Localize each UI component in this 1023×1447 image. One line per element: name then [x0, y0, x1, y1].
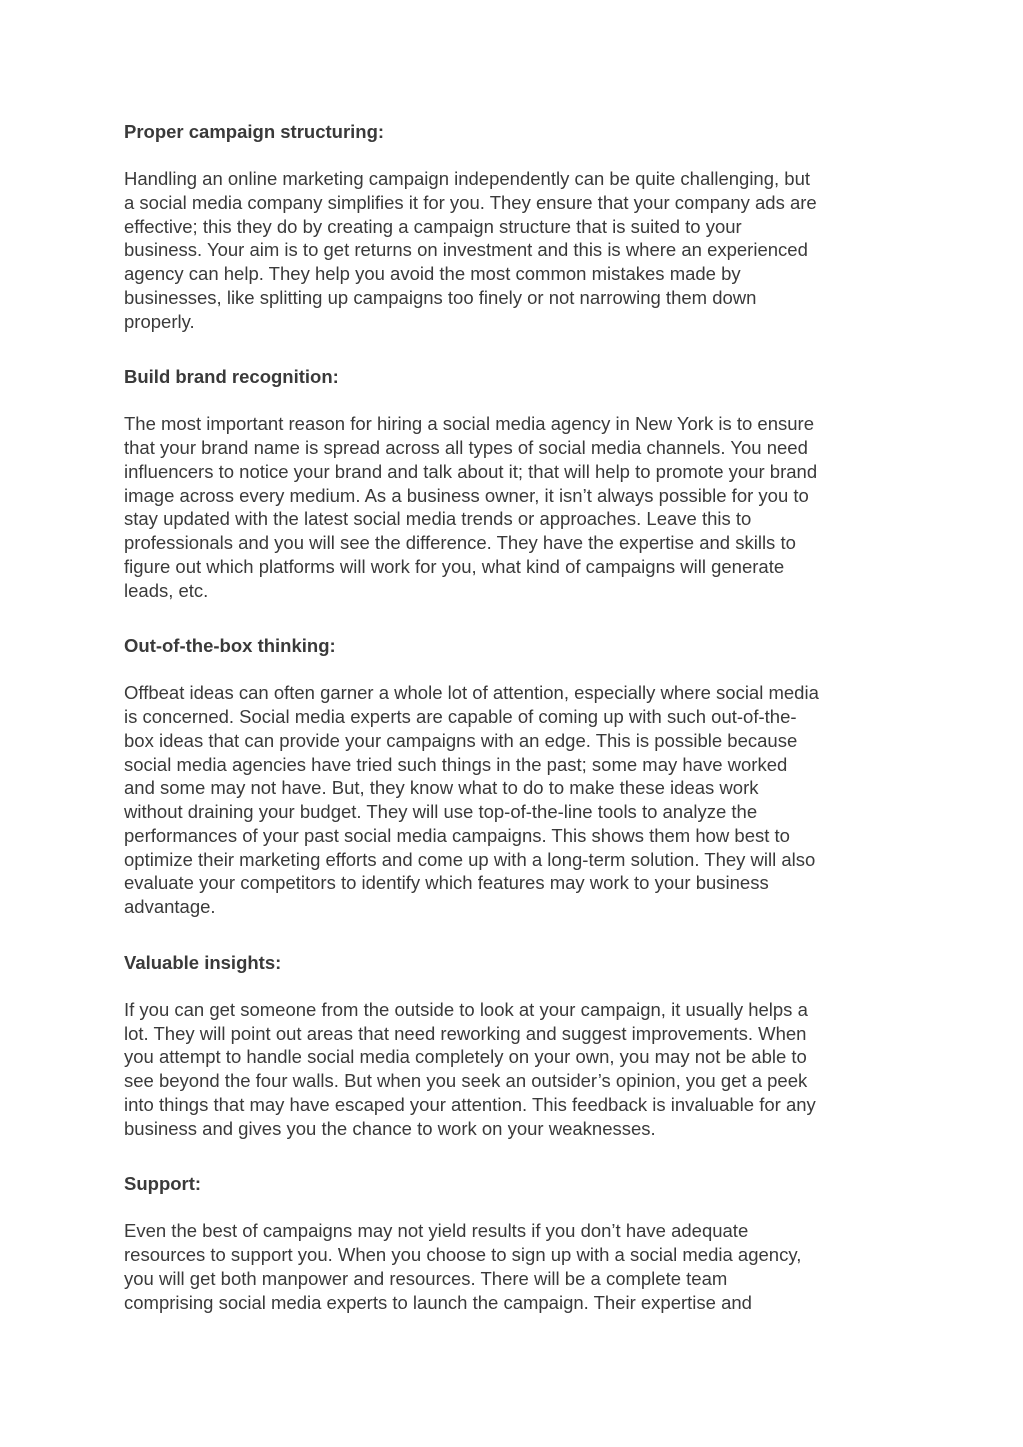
paragraph-line: influencers to notice your brand and talk about it; that will help to promote your brand: [124, 460, 818, 482]
section-heading: Out-of-the-box thinking:: [124, 635, 336, 657]
document-page: [124, 120, 914, 1346]
paragraph-line: figure out which platforms will work for you, what kind of campaigns will generate: [124, 555, 785, 577]
paragraph-line: agency can help. They help you avoid the most common mistakes made by: [124, 263, 741, 284]
paragraph-line: effective; this they do by creating a campaign structure that is suited to your: [124, 215, 742, 237]
paragraph-line: image across every medium. As a business owner, it isn’t always possible for you to: [124, 484, 809, 506]
section-heading: Valuable insights:: [124, 951, 282, 973]
paragraph-line: resources to support you. When you choose to sign up with a social media agency,: [124, 1244, 802, 1265]
paragraph-line: is concerned. Social media experts are capable of coming up with such out-of-the-: [124, 706, 797, 727]
paragraph-line: If you can get someone from the outside to look at your campaign, it usually helps a: [124, 998, 808, 1020]
paragraph-line: box ideas that can provide your campaigns with an edge. This is possible because: [124, 729, 798, 751]
paragraph-line: advantage.: [124, 896, 216, 917]
section-valuable-insights: [124, 951, 914, 1141]
paragraph-line: and some may not have. But, they know what to do to make these ideas work: [124, 777, 759, 799]
paragraph-line: a social media company simplifies it for you. They ensure that your company ads are: [124, 191, 817, 213]
section-paragraph: [124, 998, 914, 1141]
section-heading: Build brand recognition:: [124, 366, 339, 388]
paragraph-line: that your brand name is spread across all types of social media channels. You need: [124, 437, 808, 458]
paragraph-line: Even the best of campaigns may not yield results if you don’t have adequate: [124, 1220, 749, 1242]
paragraph-line: leads, etc.: [124, 579, 209, 601]
paragraph-line: comprising social media experts to launch the campaign. Their expertise and: [124, 1291, 752, 1313]
paragraph-line: businesses, like splitting up campaigns too finely or not narrowing them down: [124, 286, 757, 308]
section-paragraph: [124, 681, 914, 919]
paragraph-line: performances of your past social media campaigns. This shows them how best to: [124, 824, 790, 846]
section-paragraph: [124, 412, 914, 602]
section-out-of-the-box-thinking: [124, 634, 914, 919]
paragraph-line: business and gives you the chance to work on your weaknesses.: [124, 1117, 656, 1139]
paragraph-line: lot. They will point out areas that need reworking and suggest improvements. When: [124, 1022, 807, 1044]
paragraph-line: optimize their marketing efforts and come up with a long-term solution. They will also: [124, 848, 816, 870]
section-paragraph: [124, 167, 914, 333]
section-heading: Support:: [124, 1173, 202, 1195]
paragraph-line: into things that may have escaped your attention. This feedback is invaluable for any: [124, 1093, 816, 1115]
section-build-brand-recognition: [124, 365, 914, 602]
paragraph-line: Offbeat ideas can often garner a whole lot of attention, especially where social media: [124, 682, 819, 704]
paragraph-line: Handling an online marketing campaign independently can be quite challenging, but: [124, 168, 811, 189]
section-proper-campaign-structuring: [124, 120, 914, 333]
paragraph-line: see beyond the four walls. But when you seek an outsider’s opinion, you get a peek: [124, 1070, 808, 1091]
paragraph-line: you attempt to handle social media completely on your own, you may not be able to: [124, 1046, 807, 1068]
paragraph-line: social media agencies have tried such things in the past; some may have worked: [124, 753, 788, 775]
paragraph-line: evaluate your competitors to identify which features may work to your business: [124, 872, 769, 894]
section-support: [124, 1172, 914, 1314]
paragraph-line: stay updated with the latest social media trends or approaches. Leave this to: [124, 508, 752, 530]
paragraph-line: without draining your budget. They will use top-of-the-line tools to analyze the: [124, 801, 758, 822]
paragraph-line: The most important reason for hiring a social media agency in New York is to ensure: [124, 413, 814, 435]
paragraph-line: you will get both manpower and resources. There will be a complete team: [124, 1267, 728, 1289]
paragraph-line: business. Your aim is to get returns on investment and this is where an experienced: [124, 239, 808, 261]
section-paragraph: [124, 1219, 914, 1314]
paragraph-line: properly.: [124, 310, 195, 332]
paragraph-line: professionals and you will see the difference. They have the expertise and skills to: [124, 532, 796, 553]
section-heading: Proper campaign structuring:: [124, 121, 385, 142]
